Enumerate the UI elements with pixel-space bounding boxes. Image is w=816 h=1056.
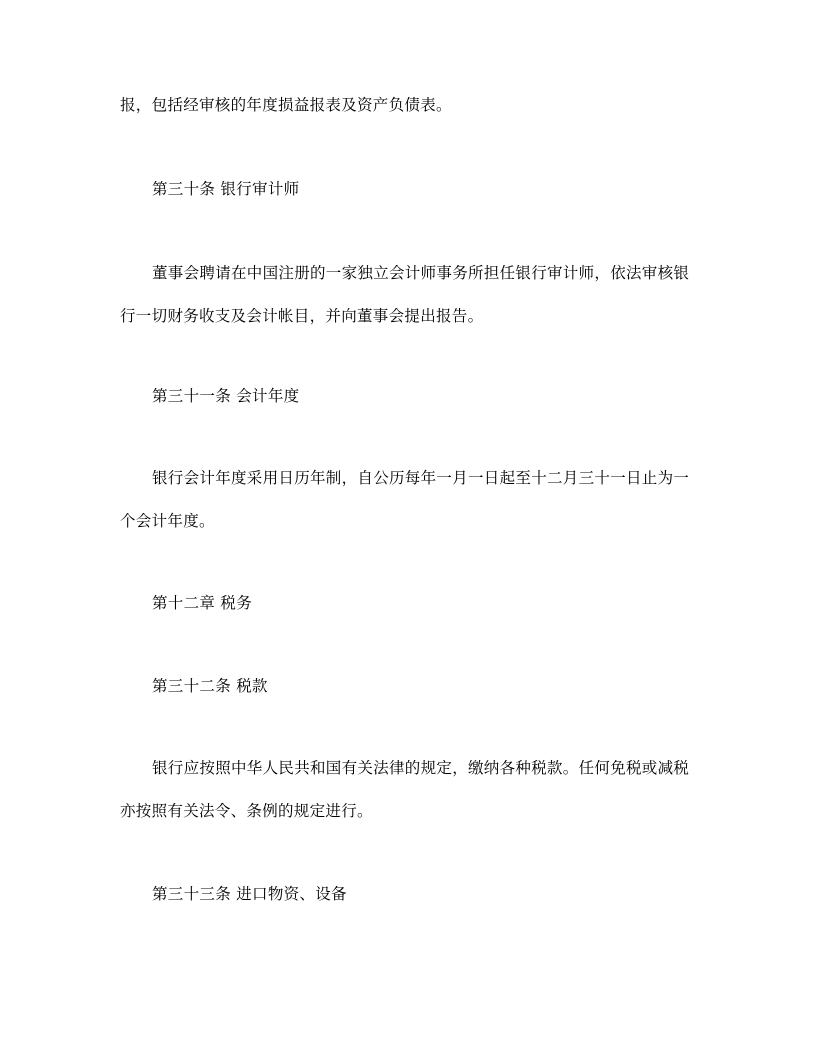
article-32-heading: 第三十二条 税款 bbox=[152, 677, 268, 695]
article-32-body-line-2: 亦按照有关法令、条例的规定进行。 bbox=[120, 802, 373, 820]
article-31-body-line-1: 银行会计年度采用日历年制，自公历每年一月一日起至十二月三十一日止为一 bbox=[152, 469, 690, 487]
chapter-12-heading: 第十二章 税务 bbox=[152, 594, 253, 612]
article-32-body-line-1: 银行应按照中华人民共和国有关法律的规定，缴纳各种税款。任何免税或减税 bbox=[152, 759, 690, 777]
article-31-body-line-2: 个会计年度。 bbox=[120, 512, 215, 530]
article-31-heading: 第三十一条 会计年度 bbox=[152, 387, 300, 405]
article-30-body-line-1: 董事会聘请在中国注册的一家独立会计师事务所担任银行审计师，依法审核银 bbox=[152, 264, 690, 282]
article-30-heading: 第三十条 银行审计师 bbox=[152, 180, 300, 198]
article-33-heading: 第三十三条 进口物资、设备 bbox=[152, 885, 347, 903]
article-30-body-line-2: 行一切财务收支及会计帐目，并向董事会提出报告。 bbox=[120, 307, 484, 325]
continuation-paragraph-line: 报，包括经审核的年度损益报表及资产负债表。 bbox=[120, 96, 452, 114]
